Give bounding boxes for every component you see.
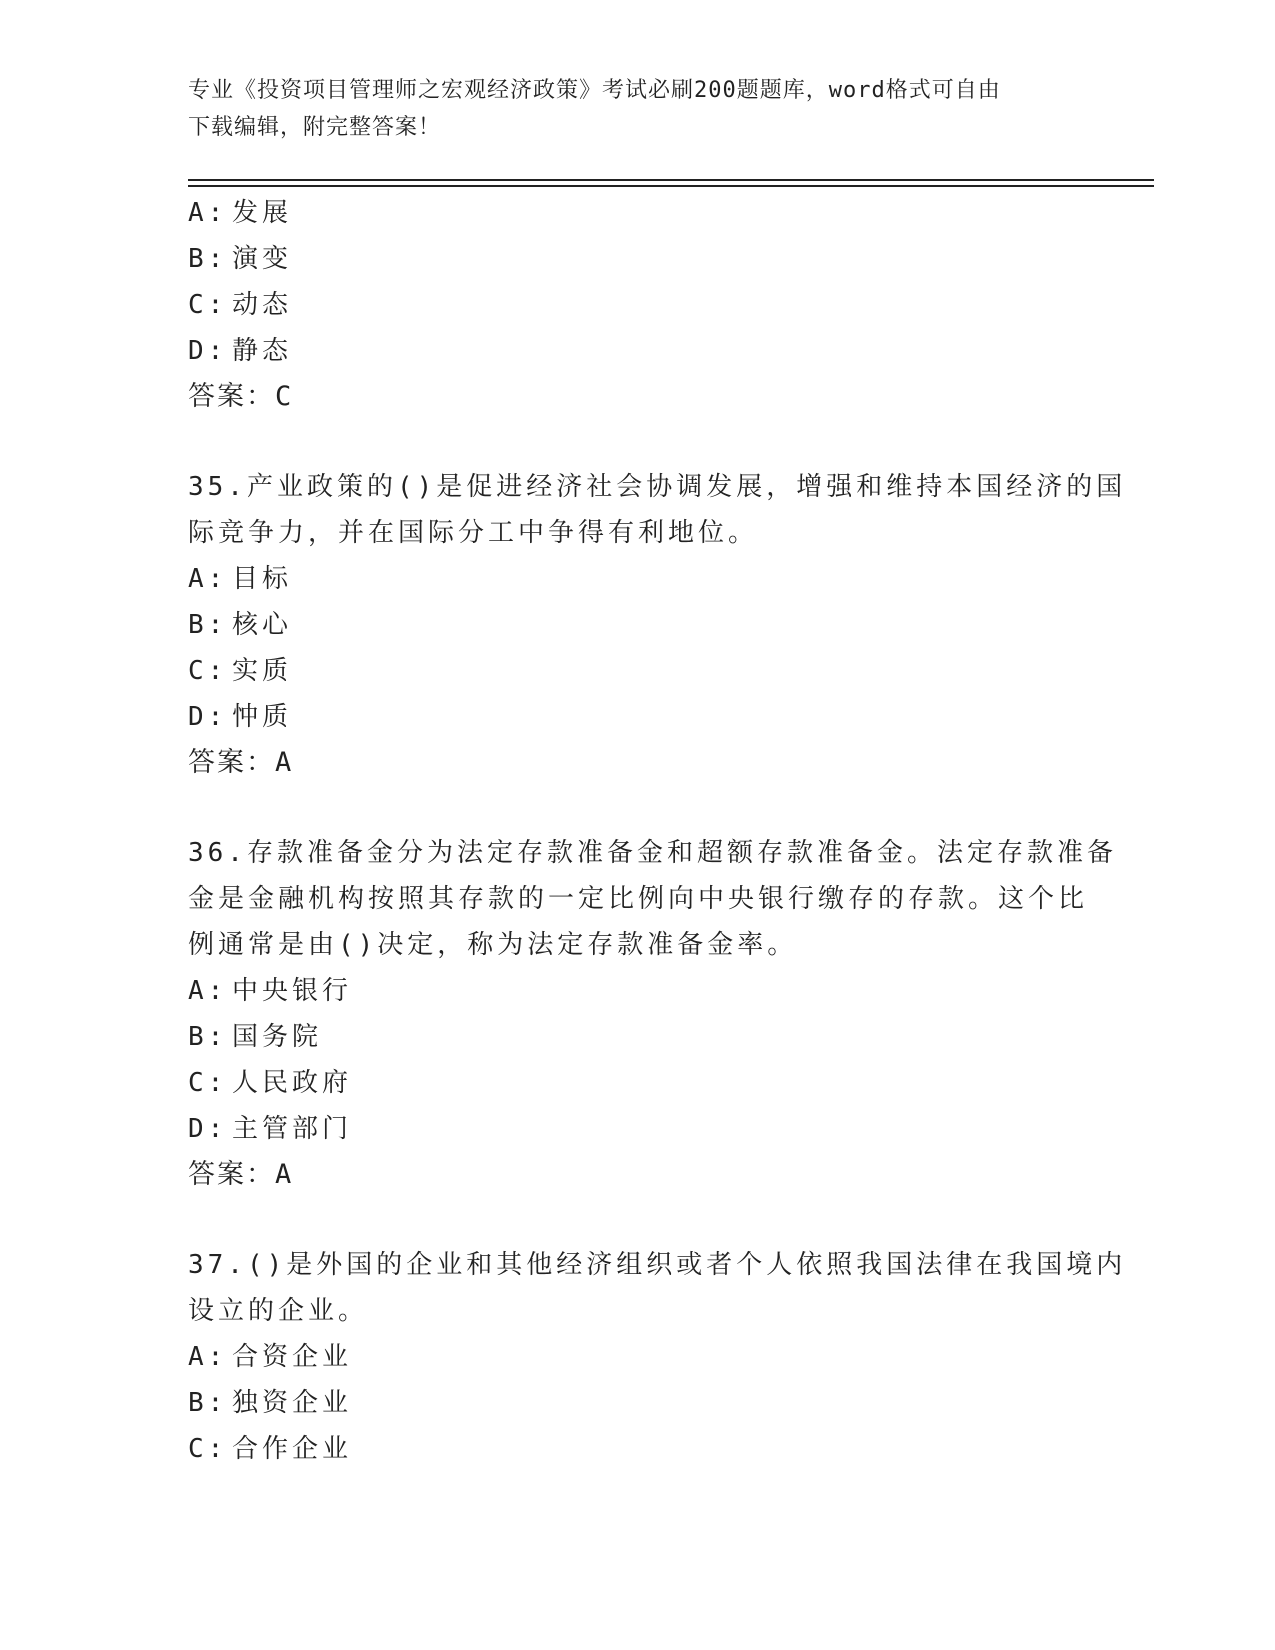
option-a bbox=[188, 968, 1088, 1014]
option-text: 忡质 bbox=[232, 702, 293, 732]
option-a bbox=[188, 190, 1088, 236]
option-text: 静态 bbox=[232, 336, 293, 366]
option-text: 发展 bbox=[232, 198, 293, 228]
option-label: C: bbox=[188, 290, 228, 320]
spacer bbox=[188, 1198, 1088, 1242]
option-b bbox=[188, 602, 1088, 648]
question-list bbox=[188, 190, 1127, 1472]
option-c bbox=[188, 1426, 1088, 1472]
option-label: D: bbox=[188, 336, 228, 366]
option-text: 合资企业 bbox=[232, 1342, 353, 1372]
header-divider-top bbox=[188, 179, 1154, 181]
option-b bbox=[188, 1014, 1088, 1060]
option-text: 人民政府 bbox=[232, 1068, 353, 1098]
option-text: 目标 bbox=[232, 564, 293, 594]
question-text-line: 例通常是由()决定，称为法定存款准备金率。 bbox=[188, 930, 798, 960]
option-label: D: bbox=[188, 1114, 228, 1144]
option-label: C: bbox=[188, 1068, 228, 1098]
question-35 bbox=[188, 464, 1127, 786]
option-label: B: bbox=[188, 610, 228, 640]
option-text: 合作企业 bbox=[232, 1434, 353, 1464]
option-label: C: bbox=[188, 656, 228, 686]
option-label: A: bbox=[188, 198, 228, 228]
option-c bbox=[188, 648, 1088, 694]
option-text: 动态 bbox=[232, 290, 293, 320]
header-line-2: 下载编辑，附完整答案！ bbox=[188, 115, 442, 140]
option-label: B: bbox=[188, 244, 228, 274]
question-text-line: 35.产业政策的()是促进经济社会协调发展，增强和维持本国经济的国 bbox=[188, 472, 1127, 502]
question-text-line: 36.存款准备金分为法定存款准备金和超额存款准备金。法定存款准备 bbox=[188, 838, 1117, 868]
spacer bbox=[188, 420, 1088, 464]
answer: 答案：A bbox=[188, 747, 294, 778]
option-b bbox=[188, 236, 1088, 282]
question-text-line: 金是金融机构按照其存款的一定比例向中央银行缴存的存款。这个比 bbox=[188, 884, 1089, 914]
header-divider-bottom bbox=[188, 185, 1154, 187]
option-d bbox=[188, 694, 1088, 740]
question-36 bbox=[188, 830, 1117, 1198]
option-label: D: bbox=[188, 702, 228, 732]
option-text: 核心 bbox=[232, 610, 293, 640]
question-text-line: 际竞争力，并在国际分工中争得有利地位。 bbox=[188, 518, 759, 548]
option-a bbox=[188, 1334, 1088, 1380]
question-37 bbox=[188, 1242, 1127, 1472]
option-label: C: bbox=[188, 1434, 228, 1464]
spacer bbox=[188, 786, 1088, 830]
option-d bbox=[188, 1106, 1088, 1152]
option-label: A: bbox=[188, 976, 228, 1006]
question-text-line: 37.()是外国的企业和其他经济组织或者个人依照我国法律在我国境内 bbox=[188, 1250, 1127, 1280]
option-d bbox=[188, 328, 1088, 374]
option-label: A: bbox=[188, 564, 228, 594]
option-c bbox=[188, 282, 1088, 328]
option-text: 实质 bbox=[232, 656, 293, 686]
header-line-1: 专业《投资项目管理师之宏观经济政策》考试必刷200题题库，word格式可自由 bbox=[188, 78, 1001, 103]
option-text: 中央银行 bbox=[232, 976, 353, 1006]
answer: 答案：C bbox=[188, 381, 294, 412]
option-text: 主管部门 bbox=[232, 1114, 353, 1144]
question-34 bbox=[188, 190, 1088, 420]
option-b bbox=[188, 1380, 1088, 1426]
option-text: 演变 bbox=[232, 244, 293, 274]
option-label: B: bbox=[188, 1022, 228, 1052]
option-label: B: bbox=[188, 1388, 228, 1418]
answer: 答案：A bbox=[188, 1159, 294, 1190]
option-a bbox=[188, 556, 1088, 602]
option-text: 独资企业 bbox=[232, 1388, 353, 1418]
option-c bbox=[188, 1060, 1088, 1106]
option-text: 国务院 bbox=[232, 1022, 323, 1052]
document-header bbox=[188, 72, 1088, 146]
option-label: A: bbox=[188, 1342, 228, 1372]
question-text-line: 设立的企业。 bbox=[188, 1296, 369, 1326]
